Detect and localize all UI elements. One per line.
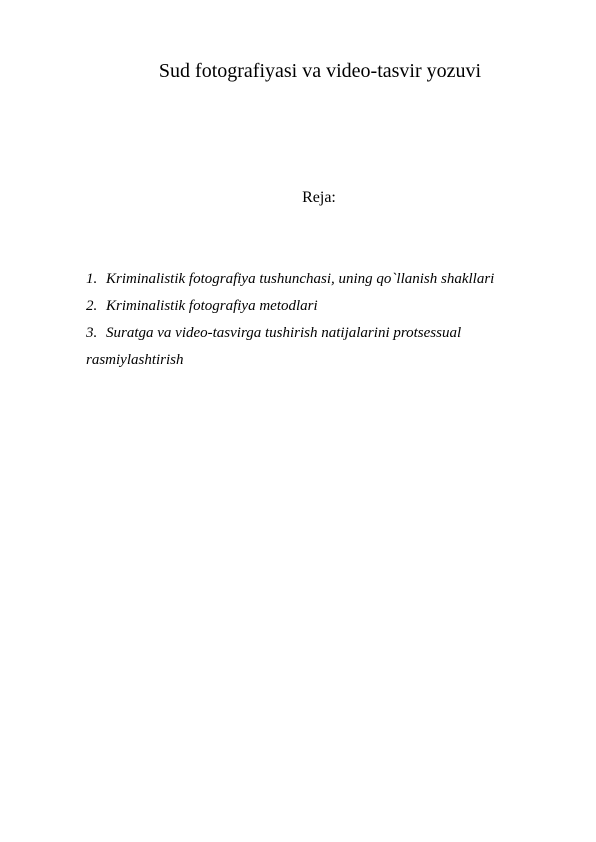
- plan-item-continuation-text: rasmiylashtirish: [86, 352, 184, 368]
- plan-item-3-continuation: [86, 347, 556, 374]
- plan-item-text: Kriminalistik fotografiya metodlari: [106, 298, 318, 314]
- document-title: Sud fotografiyasi va video-tasvir yozuvi: [158, 60, 482, 82]
- plan-item-text: Suratga va video-tasvirga tushirish natijalarini protsessual: [106, 325, 462, 341]
- plan-item-number: 3.: [86, 325, 98, 341]
- plan-heading: Reja:: [302, 189, 336, 206]
- plan-list: [86, 266, 556, 374]
- plan-item-2: [86, 293, 556, 320]
- plan-item-text: Kriminalistik fotografiya tushunchasi, uning qo`llanish shakllari: [106, 271, 495, 287]
- plan-item-number: 2.: [86, 298, 98, 314]
- plan-item-3: [86, 320, 556, 347]
- plan-item-number: 1.: [86, 271, 98, 287]
- plan-item-1: [86, 266, 556, 293]
